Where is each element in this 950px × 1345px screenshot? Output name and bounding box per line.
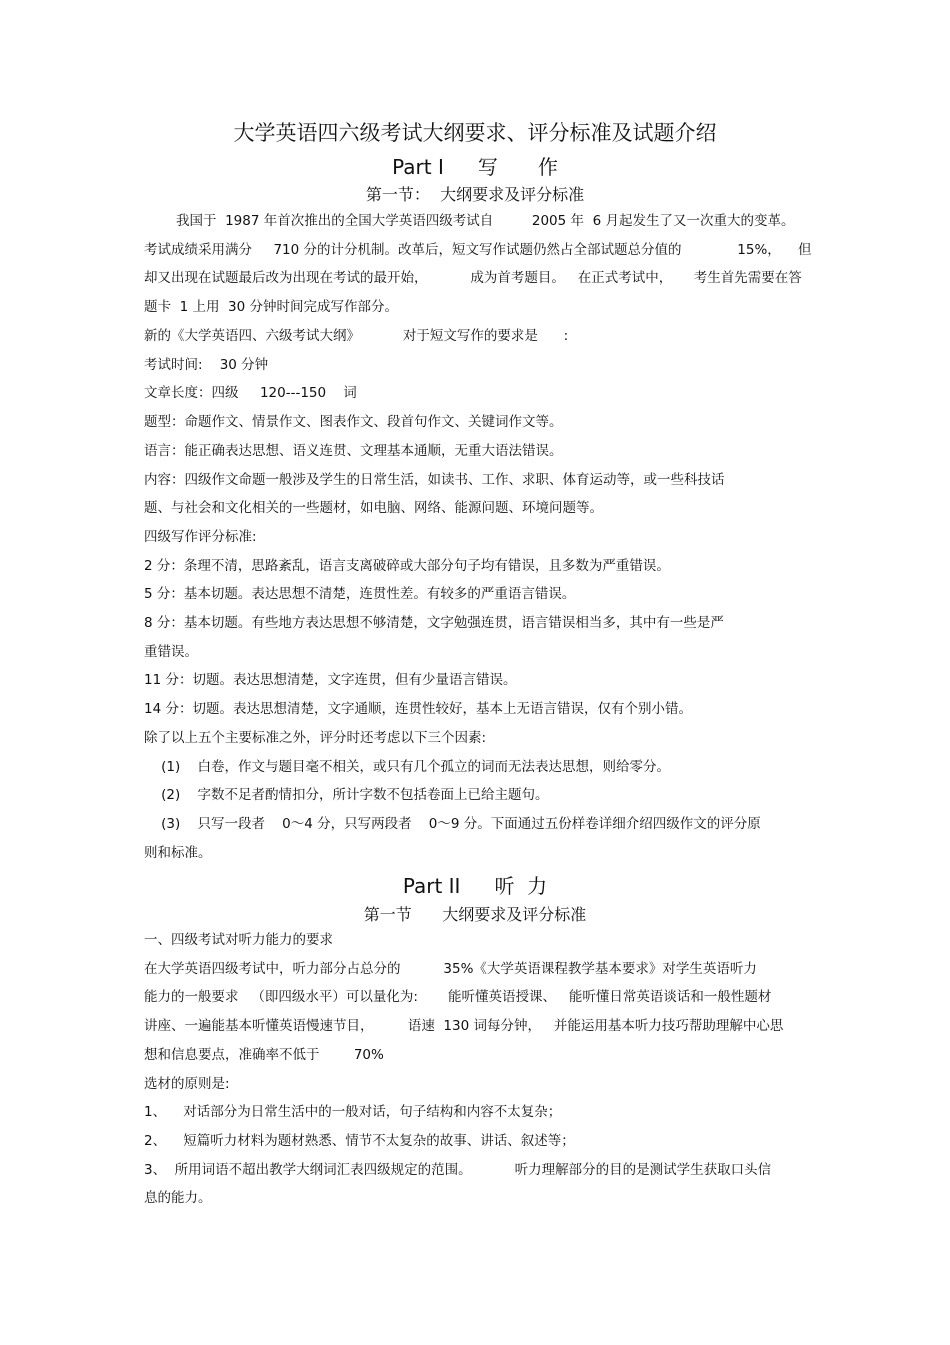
part-1-label: Part I <box>392 155 444 179</box>
text-line: 8 分：基本切题。有些地方表达思想不够清楚，文字勉强连贯，语言错误相当多，其中有一些是严 <box>144 615 724 631</box>
text-line: 文章长度：四级 120---150 词 <box>144 385 357 402</box>
text-line: 11 分：切题。表达思想清楚，文字连贯，但有少量语言错误。 <box>144 672 517 689</box>
text-line: 一、四级考试对听力能力的要求 <box>144 932 333 948</box>
text-line: 1、 对话部分为日常生活中的一般对话，句子结构和内容不太复杂； <box>144 1104 562 1121</box>
part-2-heading <box>0 870 950 899</box>
text-line: 讲座、一遍能基本听懂英语慢速节目， 语速 130 词每分钟， 并能运用基本听力技巧帮助理解中心思 <box>144 1018 784 1035</box>
text-line: 2 分：条理不清，思路紊乱，语言支离破碎或大部分句子均有错误，且多数为严重错误。 <box>144 557 670 574</box>
text-line: 除了以上五个主要标准之外，评分时还考虑以下三个因素: <box>144 729 487 746</box>
section-2-heading: 第一节 大纲要求及评分标准 <box>363 905 587 924</box>
text-line: 能力的一般要求 （即四级水平）可以量化为: 能听懂英语授课、 能听懂日常英语谈话和一般性题材 <box>144 989 772 1006</box>
text-line: 题型：命题作文、情景作文、图表作文、段首句作文、关键词作文等。 <box>144 414 563 431</box>
text-line: 3、 所用词语不超出教学大纲词汇表四级规定的范围。 听力理解部分的目的是测试学生获取口头信 <box>144 1161 772 1178</box>
part-2-label: Part II <box>402 874 461 898</box>
text-line: 5 分：基本切题。表达思想不清楚，连贯性差。有较多的严重语言错误。 <box>144 586 576 603</box>
text-line: 我国于 1987 年首次推出的全国大学英语四级考试自 2005 年 6 月起发生了又一次重大的变革。 <box>176 213 795 229</box>
text-line: 内容：四级作文命题一般涉及学生的日常生活，如读书、工作、求职、体育运动等，或一些科技话 <box>144 471 725 488</box>
text-line: 却又出现在试题最后改为出现在考试的最开始， 成为首考题目。 在正式考试中， 考生首先需要在答 <box>144 270 802 286</box>
text-line: 想和信息要点，准确率不低于 70% <box>144 1046 384 1063</box>
text-line: 题、与社会和文化相关的一些题材，如电脑、网络、能源问题、环境问题等。 <box>144 500 603 517</box>
part-2-name: 听 力 <box>494 874 548 898</box>
text-line: 新的《大学英语四、六级考试大纲》 对于短文写作的要求是 : <box>144 328 569 344</box>
text-line: 考试成绩采用满分 710 分的计分机制。改革后，短文写作试题仍然占全部试题总分值的 15%， 但 <box>144 242 812 258</box>
text-line: 14 分：切题。表达思想清楚，文字通顺，连贯性较好，基本上无语言错误，仅有个别小错。 <box>144 701 692 718</box>
text-line: 语言：能正确表达思想、语义连贯、文理基本通顺，无重大语法错误。 <box>144 442 563 459</box>
document-title: 大学英语四六级考试大纲要求、评分标准及试题介绍 <box>233 121 717 145</box>
part-1-heading <box>0 151 950 180</box>
text-line: 2、 短篇听力材料为题材熟悉、情节不太复杂的故事、讲话、叙述等； <box>144 1132 575 1149</box>
text-line: (3) 只写一段者 0～4 分，只写两段者 0～9 分。下面通过五份样卷详细介绍四级作文的评分原 <box>144 815 761 832</box>
section-1-heading: 第一节： 大纲要求及评分标准 <box>365 185 585 204</box>
text-line: (2) 字数不足者酌情扣分，所计字数不包括卷面上已给主题句。 <box>144 787 549 804</box>
text-line: 四级写作评分标准: <box>144 528 257 545</box>
text-line: 息的能力。 <box>144 1190 212 1207</box>
text-line: 则和标准。 <box>144 844 212 861</box>
text-line: 考试时间: 30 分钟 <box>144 356 269 373</box>
part-1-name: 写 作 <box>477 155 558 179</box>
text-line: 题卡 1 上用 30 分钟时间完成写作部分。 <box>144 299 399 315</box>
text-line: (1) 白卷，作文与题目毫不相关，或只有几个孤立的词而无法表达思想，则给零分。 <box>144 758 670 775</box>
text-line: 重错误。 <box>144 643 198 660</box>
text-line: 选材的原则是: <box>144 1075 230 1092</box>
text-line: 在大学英语四级考试中，听力部分占总分的 35%《大学英语课程教学基本要求》对学生英语听力 <box>144 960 757 977</box>
